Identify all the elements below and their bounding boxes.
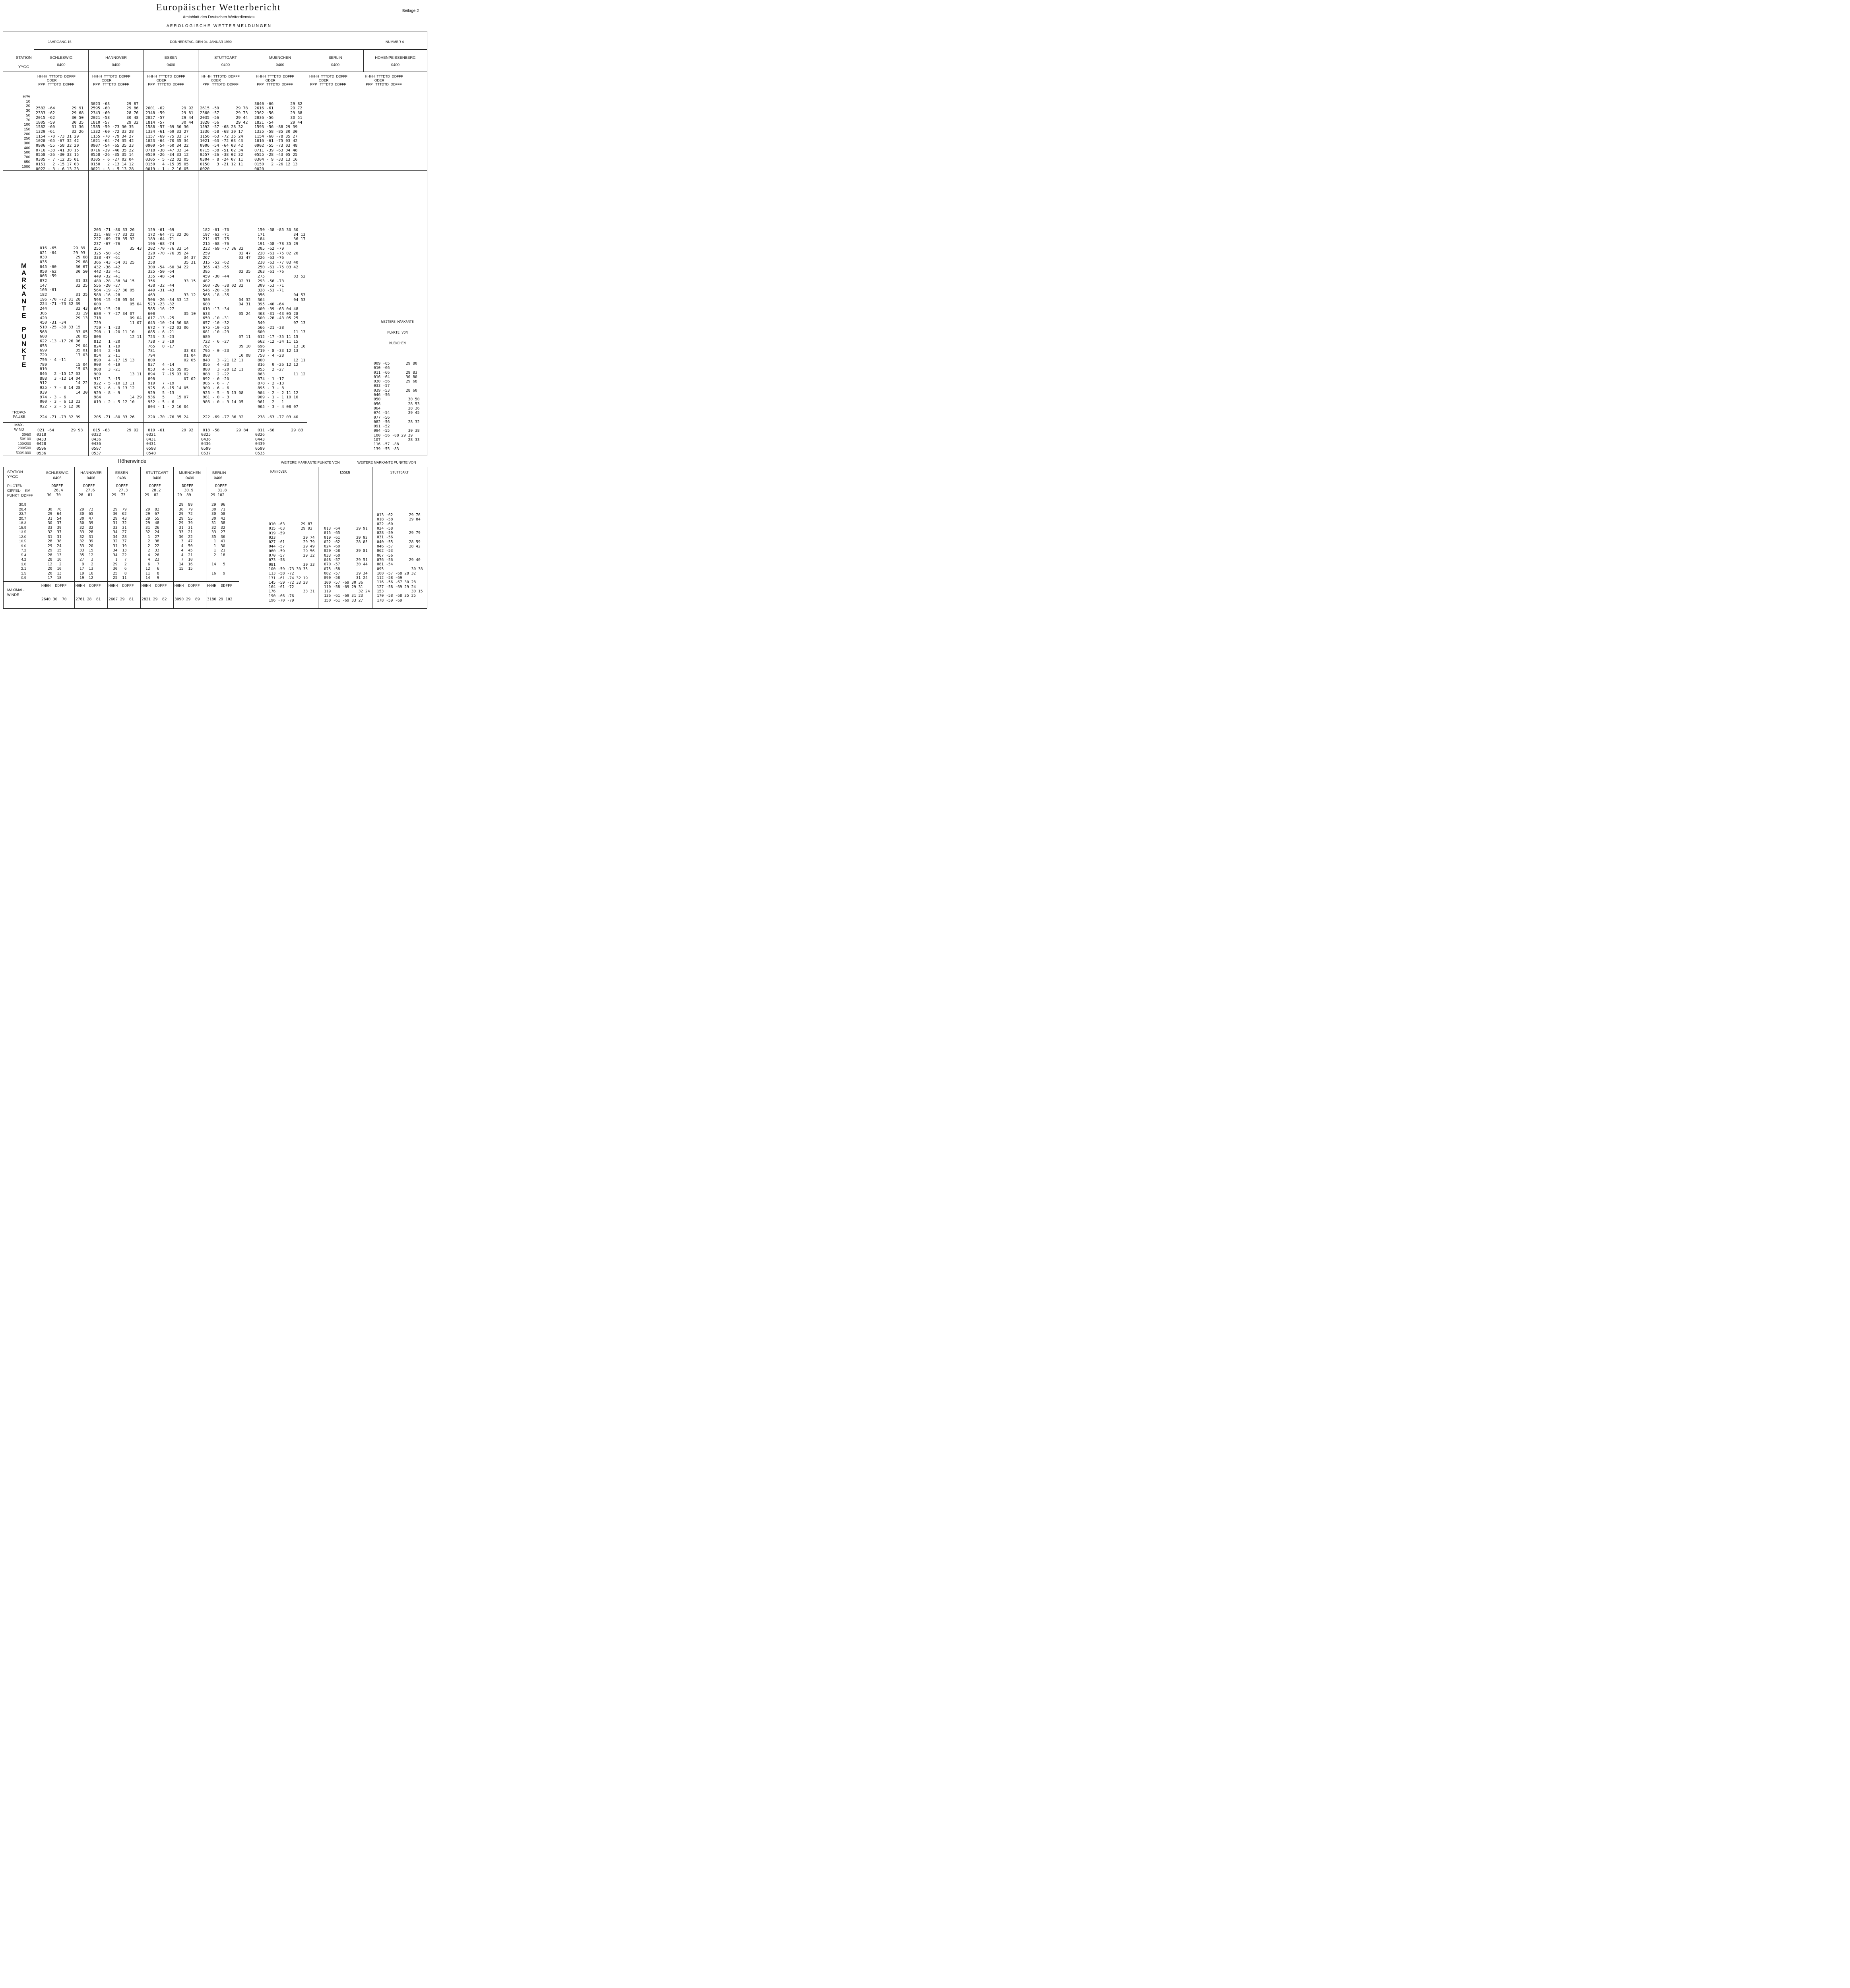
hhhh-ddfff-header: HHHH DDFFF (109, 584, 134, 588)
column-header: HHHH TTTDTD DDFFF ODER PPP TTTDTD DDFFF (202, 74, 240, 86)
piloten-berlin: DDFFF 31.8 29 102 (211, 484, 227, 497)
maxwind-schleswig: 021 -64 29 93 (37, 428, 83, 433)
tropopause-essen: 220 -70 -76 35 24 (148, 415, 189, 419)
tropopause-hannover: 205 -71 -80 33 26 (94, 415, 135, 419)
thickness-essen: 0321 0431 0431 0598 0540 (146, 433, 156, 456)
maximalwinde-label: MAXIMAL- WINDE (7, 588, 25, 597)
standard-levels-muenchen: 3040 -66 29 82 2616 -61 29 72 2362 -56 29 68 2036 -56 30 51 1821 -54 29 44 1593 -56 -88 29 39 1335 -58 -85 30 30 1154 -60 -78 35 27 1016 -61 -75 03 42 0902 -55 -73 03 48 0711 -39 -63 04 48 0555 -28 -43 05 25 0304 - 9 -33 13 16 0150 2 -26 12 13 0020 (254, 101, 303, 171)
maxwinde-schleswig: 2640 30 70 (41, 597, 67, 602)
column-header: HHHH TTTDTD DDFFF ODER PPP TTTDTD DDFFF (147, 74, 185, 86)
weitere-hannover-data: 010 -63 29 87 015 -63 29 92 019 -59 023 29 74 027 -61 29 79 044 -57 29 49 060 -59 29 56 070 -57 29 32 073 -58 081 30 33 100 -59 -73 30 35 113 -58 -72 131 -61 -74 32 19 145 -59 -72 33 28 164 -61 -72 176 33 31 190 -66 -76 196 -70 -79 (269, 522, 315, 603)
section-title: A E R O L O G I S C H E W E T T E R M E L D U N G E N (167, 24, 271, 28)
station-time-essen: 0400 (167, 63, 175, 67)
wind-time-hannover: 0406 (87, 476, 95, 480)
weitere-punkte-von-label: WEITERE MARKANTE PUNKTE VON (357, 460, 416, 464)
column-header: HHHH TTTDTD DDFFF ODER PPP TTTDTD DDFFF (92, 74, 130, 86)
winds-essen: 29 79 30 62 29 43 31 32 33 31 34 27 34 28 32 37 31 19 34 13 34 22 1 7 29 2 30 6 25 8 25 11 (113, 507, 127, 580)
tropopause-muenchen: 238 -63 -77 03 40 (258, 415, 299, 419)
wind-time-schleswig: 0406 (53, 476, 62, 480)
station-name-muenchen: MUENCHEN (269, 56, 291, 60)
maxwind-essen: 019 -61 29 92 (148, 428, 194, 433)
piloten-label: PILOTEN- GIPFEL- KM PUNKT DDFFF (7, 484, 33, 497)
weitere-muenchen-title: WEITERE MARKANTE PUNKTE VON MUENCHEN (381, 320, 414, 346)
markante-muenchen: 150 -58 -85 30 30 171 34 13 184 36 17 191 -58 -78 35 29 205 -62 -79 220 -61 -75 02 20 226 -63 -76 238 -63 -77 03 40 250 -61 -75 03 42 263 -61 -76 275 03 52 293 -56 -73 309 -53 -71 328 -51 -71 356 04 53 364 04 53 395 -40 -64 400 -39 -63 04 48 468 -31 -43 05 28 500 -28 -43 05 25 549 07 13 566 -21 -38 600 11 13 612 -17 -35 11 15 662 -12 -34 11 15 696 13 16 719 - 8 -33 12 13 758 - 4 -28 800 12 11 816 0 -26 12 12 855 2 -27 863 11 12 874 - 1 -17 878 - 2 -13 895 - 3 - 8 904 - 2 - 2 11 12 909 - 1 - 1 10 10 961 2 1 965 - 3 - 4 08 07 (258, 228, 306, 409)
maxwinde-berlin: 3180 29 102 (207, 597, 233, 602)
piloten-hannover: DDFFF 27.6 28 81 (79, 484, 95, 497)
station-name-stuttgart: STUTTGART (214, 56, 237, 60)
markante-stuttgart: 182 -61 -70 197 -62 -71 211 -67 -75 215 -68 -76 222 -69 -77 36 32 259 02 47 267 03 47 315 -52 -62 365 -43 -55 395 02 35 459 -30 -44 482 02 31 500 -26 -38 02 32 546 -20 -38 565 -18 -35 580 04 32 600 04 31 610 -13 -34 633 05 24 650 -10 -31 657 -10 -32 675 -10 -25 681 -10 -23 689 07 11 722 - 6 -27 767 09 10 795 - 0 -23 800 10 08 840 3 -21 12 11 856 4 -20 880 3 -20 12 11 888 2 -22 892 - 0 -20 905 - 6 - 7 909 - 6 - 6 925 - 5 - 5 13 08 981 - 0 - 3 986 - 0 - 3 14 05 (203, 228, 251, 405)
hoehenwinde-title: Höhenwinde (118, 458, 147, 464)
page-title: Europäischer Wetterbericht (156, 2, 281, 13)
markante-essen: 159 -61 -69 172 -64 -71 32 26 189 -64 -71 196 -68 -74 202 -70 -76 33 14 220 -70 -76 35 24 237 34 37 258 35 31 300 -54 -60 34 22 325 -50 -64 335 -48 -54 356 33 15 438 -32 -44 449 -31 -43 463 33 12 500 -26 -34 33 12 523 -23 -32 585 -16 -27 600 35 10 617 -13 -25 643 -10 -24 36 08 672 - 7 -22 03 06 685 - 6 -21 723 - 3 -23 738 - 3 -19 765 0 -17 781 33 03 794 01 04 800 02 05 837 4 -14 853 4 -15 05 05 894 7 -15 03 02 898 07 02 919 7 -19 925 6 -15 14 05 929 5 -13 936 5 15 07 952 - 5 - 6 004 - 1 - 2 16 04 (148, 228, 196, 409)
station-time-schleswig: 0400 (57, 63, 66, 67)
standard-levels-schleswig: 2582 -64 29 91 2333 -62 29 68 2015 -62 30 50 1805 -59 30 35 1582 -60 31 36 1329 -61 32 26 1154 -70 -73 31 29 1020 -65 -67 32 42 0906 -55 -58 32 20 0716 -38 -41 30 15 0558 -26 -30 33 15 0305 - 7 -12 35 01 0151 2 -15 17 03 0022 - 3 - 6 13 23 (36, 106, 84, 171)
station-time-hohenpeissenberg: 0400 (391, 63, 400, 67)
wind-time-muenchen: 0406 (185, 476, 194, 480)
height-levels-km: 30.9 26.4 23.7 20.7 18.3 15.9 13.5 12.0 10.5 9.0 7.2 5.4 4.2 3.0 2.1 1.5 0.9 (19, 503, 26, 580)
thickness-schleswig: 0318 0433 0428 0596 0536 (37, 433, 47, 456)
column-header: HHHH TTTDTD DDFFF ODER PPP TTTDTD DDFFF (256, 74, 294, 86)
hhhh-ddfff-header: HHHH DDFFF (207, 584, 233, 588)
station-time-muenchen: 0400 (275, 63, 285, 67)
beilage-label: Beilage 2 (402, 9, 419, 13)
thickness-muenchen: 0326 0443 0439 0599 0535 (255, 433, 265, 456)
hhhh-ddfff-header: HHHH DDFFF (41, 584, 67, 588)
hhhh-ddfff-header: HHHH DDFFF (76, 584, 101, 588)
wind-station-schleswig: SCHLESWIG (46, 471, 69, 475)
maxwind-hannover: 015 -63 29 92 (93, 428, 139, 433)
weitere-stuttgart-data: 013 -62 29 76 018 -58 29 84 022 -60 024 -58 028 -59 29 79 031 -56 040 -55 28 59 046 -57 28 42 062 -53 067 -56 076 -56 29 40 081 -54 095 30 38 100 -57 -68 28 32 112 -58 -69 116 -56 -67 30 28 127 -58 -69 29 24 153 30 15 170 -58 -68 35 25 178 -59 -69 (377, 513, 423, 603)
issue-date: DONNERSTAG, DEN 04. JANUAR 1990 (170, 40, 232, 44)
tropopause-schleswig: 224 -71 -73 32 39 (40, 415, 81, 419)
yygg-label: YYGG (18, 65, 29, 69)
markante-punkte-label: M A R K A N T E P U N K T E (21, 262, 27, 369)
standard-levels-hannover: 3023 -63 29 87 2595 -60 29 86 2343 -60 28 76 2021 -58 30 48 1810 -57 29 32 1585 -59 -73 30 35 1332 -60 -72 33 28 1155 -70 -79 34 27 1021 -64 -74 35 42 0907 -54 -65 35 33 0716 -39 -46 35 22 0558 -26 -35 35 14 0305 - 6 -27 02 04 0150 2 -13 14 12 0021 - 3 - 5 13 28 (91, 101, 139, 171)
station-name-berlin: BERLIN (328, 56, 342, 60)
wind-time-berlin: 0406 (214, 476, 223, 480)
column-header: HHHH TTTDTD DDFFF ODER PPP TTTDTD DDFFF (365, 74, 403, 86)
piloten-muenchen: DDFFF 30.9 29 89 (177, 484, 194, 497)
wind-station-hannover: HANNOVER (80, 471, 102, 475)
markante-hannover: 205 -71 -80 33 26 221 -68 -77 33 22 227 -69 -78 35 32 237 -67 -76 255 35 43 325 -50 -62 338 -47 -61 366 -43 -54 01 25 432 -36 -42 442 -33 -41 449 -32 -41 480 -28 -38 34 15 556 -20 -27 564 -19 -27 36 05 588 -16 -28 598 -15 -28 05 04 600 05 04 605 -15 -28 680 - 7 -27 34 07 718 09 04 729 11 07 759 - 1 -23 798 - 1 -20 11 10 800 12 11 812 1 -20 824 1 -19 844 2 -16 854 2 -11 890 4 -17 15 13 900 4 -19 908 3 -21 909 13 11 911 3 -15 922 - 5 -10 13 11 925 - 6 - 9 13 12 929 - 8 - 9 984 14 29 019 - 2 - 5 12 10 (94, 228, 142, 405)
weitere-hannover-title: HANNOVER (270, 470, 287, 474)
station-name-hannover: HANNOVER (105, 56, 127, 60)
wind-station-muenchen: MUENCHEN (179, 471, 201, 475)
subtitle: Amtsblatt des Deutschen Wetterdienstes (182, 15, 255, 19)
thickness-labels: 30/50 50/100 100/200 200/500 500/1000 (16, 433, 31, 455)
standard-levels-stuttgart: 2615 -59 29 78 2360 -57 29 73 2035 -56 29 44 1820 -56 29 42 1592 -57 -68 28 32 1336 -58 -68 30 17 1156 -63 -72 35 24 1021 -63 -72 03 43 0906 -54 -64 03 42 0715 -38 -51 02 34 0557 -26 -38 02 32 0304 - 8 -24 07 11 0150 3 -21 12 11 0020 (200, 106, 248, 171)
weitere-essen-data: 013 -64 29 91 015 -65 019 -61 29 92 022 -62 28 85 024 -60 029 -58 29 81 033 -60 048 -57 29 51 070 -57 30 44 075 -58 082 -57 29 34 090 -58 31 24 100 -57 -69 30 36 110 -58 -69 29 31 119 32 24 136 -61 -69 31 23 150 -61 -69 33 27 (324, 526, 370, 603)
hpa-levels: HPA 10 20 30 50 70 100 150 200 250 300 400 500 700 850 1000 (21, 95, 30, 169)
yygg-label: YYGG (7, 475, 18, 479)
maxwinde-muenchen: 3090 29 89 (175, 597, 200, 602)
station-name-schleswig: SCHLESWIG (50, 56, 73, 60)
piloten-essen: DDFFF 27.3 29 73 (112, 484, 128, 497)
tropopause-stuttgart: 222 -69 -77 36 32 (203, 415, 244, 419)
winds-berlin: 29 96 30 71 30 58 30 42 31 38 32 32 33 27 35 36 1 41 1 30 1 21 2 18 14 5 16 9 (211, 503, 225, 576)
weitere-stuttgart-title: STUTTGART (390, 471, 409, 475)
station-time-berlin: 0400 (331, 63, 340, 67)
weitere-essen-title: ESSEN (340, 471, 350, 475)
thickness-stuttgart: 0325 0436 0436 0599 0537 (201, 433, 211, 456)
tropopause-label: TROPO- PAUSE (12, 410, 27, 419)
station-time-hannover: 0400 (112, 63, 120, 67)
maxwind-label: MAX- WIND (14, 423, 24, 432)
station-name-hohenpeissenberg: HOHENPEISSENBERG (375, 56, 416, 60)
weitere-muenchen-data: 009 -65 29 80 010 -66 011 -66 29 83 016 -64 30 80 030 -56 29 68 033 -57 039 -53 28 60 046 -56 050 30 50 056 28 53 064 28 36 074 -54 29 45 077 -56 082 -56 28 32 091 -52 094 -55 30 38 100 -56 -88 29 39 107 28 33 116 -57 -88 139 -55 -83 (374, 361, 420, 451)
wind-station-stuttgart: STUTTGART (145, 471, 169, 475)
piloten-stuttgart: DDFFF 28.2 29 82 (145, 484, 161, 497)
column-header: HHHH TTTDTD DDFFF ODER PPP TTTDTD DDFFF (309, 74, 347, 86)
column-header: HHHH TTTDTD DDFFF ODER PPP TTTDTD DDFFF (37, 74, 76, 86)
markante-schleswig: 016 -65 29 89 021 -64 29 93 030 29 68 035 29 68 045 -60 30 67 050 -62 30 50 066 -59 072 31 33 147 32 25 160 -61 182 31 25 196 -70 -72 31 28 224 -71 -73 32 39 244 32 43 305 32 19 420 29 13 450 -31 -34 510 -25 -30 33 15 568 33 05 600 28 05 622 -13 -17 26 06 658 29 04 699 35 01 729 17 03 750 - 4 -11 789 15 04 810 15 03 846 2 -15 17 03 888 3 -12 14 04 912 14 22 925 - 7 - 8 14 28 939 14 30 974 - 3 - 6 000 - 3 - 6 13 23 022 - 2 - 5 12 08 (40, 246, 88, 409)
standard-levels-essen: 2601 -62 29 92 2348 -59 29 81 2027 -57 29 44 1814 -57 30 44 1588 -57 -69 30 36 1334 -61 -69 33 27 1157 -69 -75 33 17 1023 -64 -70 35 34 0909 -54 -60 34 22 0718 -38 -47 33 14 0559 -26 -34 33 12 0305 - 5 -22 02 05 0150 4 -15 05 05 0019 - 1 - 2 16 05 (145, 106, 194, 171)
weitere-punkte-von-label: WEITERE MARKANTE PUNKTE VON (281, 460, 340, 464)
maxwinde-essen: 2607 29 81 (109, 597, 134, 602)
maxwinde-hannover: 2761 28 81 (76, 597, 101, 602)
hhhh-ddfff-header: HHHH DDFFF (142, 584, 167, 588)
wind-time-essen: 0406 (117, 476, 126, 480)
thickness-hannover: 0322 0436 0436 0597 0537 (91, 433, 101, 456)
piloten-schleswig: DDFFF 26.4 30 70 (47, 484, 63, 497)
station-label: STATION (7, 470, 23, 474)
wind-station-berlin: BERLIN (212, 471, 226, 475)
maxwinde-stuttgart: 2821 29 82 (142, 597, 167, 602)
station-name-essen: ESSEN (164, 56, 178, 60)
winds-stuttgart: 29 82 29 67 29 55 29 48 31 26 32 24 1 27 2 38 2 22 2 33 4 26 4 23 6 7 12 6 11 8 14 9 (145, 507, 159, 580)
winds-hannover: 29 73 30 65 30 47 30 39 32 32 33 28 32 31 32 39 33 20 33 15 35 12 27 3 9 2 17 13 19 16 19 12 (80, 507, 93, 580)
jahrgang: JAHRGANG 15 (48, 40, 72, 44)
maxwind-stuttgart: 018 -58 29 84 (203, 428, 248, 433)
winds-muenchen: 29 89 30 79 29 72 29 55 29 39 31 31 33 21 36 22 3 47 4 50 4 45 4 21 7 10 14 16 15 15 (179, 503, 193, 571)
nummer: NUMMER 4 (386, 40, 404, 44)
wind-station-essen: ESSEN (115, 471, 128, 475)
hhhh-ddfff-header: HHHH DDFFF (175, 584, 200, 588)
wind-time-stuttgart: 0406 (153, 476, 161, 480)
winds-schleswig: 30 70 29 64 31 54 30 37 33 39 32 37 31 31 28 38 29 24 29 15 28 13 28 10 12 2 20 10 20 13 17 18 (48, 507, 62, 580)
station-label: STATION (16, 56, 32, 60)
station-time-stuttgart: 0400 (221, 63, 230, 67)
maxwind-muenchen: 011 -66 29 83 (258, 428, 303, 433)
